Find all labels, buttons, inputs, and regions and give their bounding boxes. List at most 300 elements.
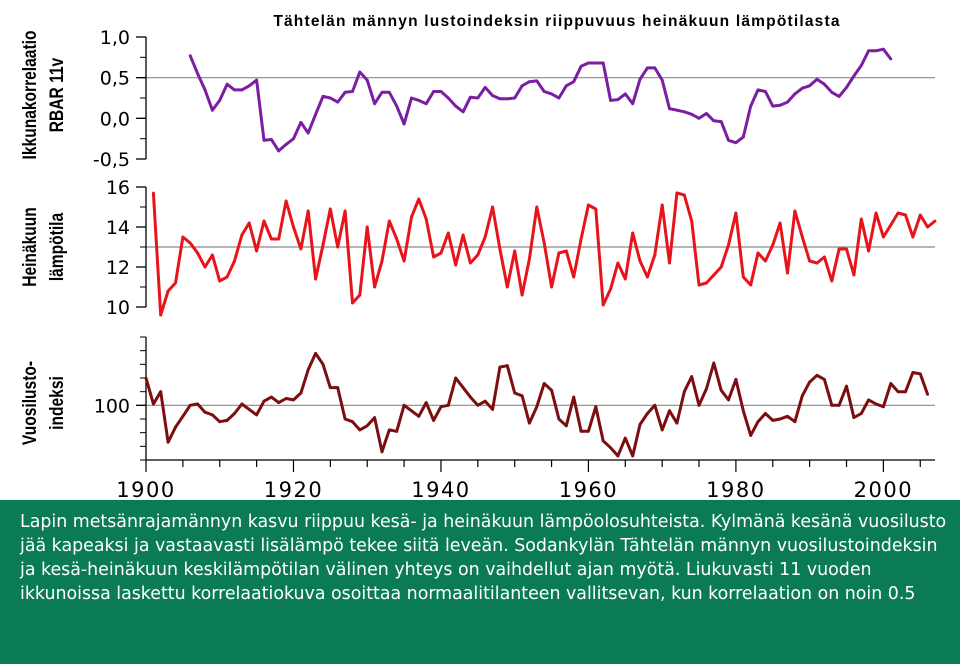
x-tick-label: 1920 [263, 478, 324, 500]
data-point [499, 97, 502, 100]
data-point [381, 450, 384, 453]
data-point [358, 429, 361, 432]
data-point [904, 214, 907, 217]
data-point [462, 234, 465, 237]
data-point [631, 102, 634, 105]
data-point [454, 377, 457, 380]
panel-1 [19, 27, 935, 171]
data-point [484, 86, 487, 89]
data-point [196, 252, 199, 255]
data-point [823, 378, 826, 381]
x-tick-label: 2000 [853, 478, 914, 500]
data-point [853, 75, 856, 78]
data-point [860, 412, 863, 415]
chart-title: Tähtelän männyn lustoindeksin riippuvuus heinäkuun lämpötilasta [273, 13, 841, 30]
data-point [624, 93, 627, 96]
data-point [720, 120, 723, 123]
data-point [565, 84, 568, 87]
data-point [535, 405, 538, 408]
data-point [735, 212, 738, 215]
data-point [653, 254, 656, 257]
data-point [934, 220, 937, 223]
data-point [189, 404, 192, 407]
y-tick-label: 0,5 [99, 67, 130, 90]
data-point [676, 422, 679, 425]
data-point [698, 404, 701, 407]
data-point [845, 248, 848, 251]
data-point [241, 89, 244, 92]
data-point [462, 110, 465, 113]
data-point [764, 260, 767, 263]
data-point [690, 220, 693, 223]
data-series-line [153, 193, 935, 315]
data-point [683, 194, 686, 197]
data-point [263, 220, 266, 223]
data-point [580, 430, 583, 433]
data-point [624, 437, 627, 440]
data-point [292, 137, 295, 140]
data-point [447, 232, 450, 235]
data-point [322, 363, 325, 366]
data-point [491, 94, 494, 97]
data-point [587, 430, 590, 433]
data-point [476, 97, 479, 100]
x-axis [116, 460, 935, 500]
data-point [336, 386, 339, 389]
data-point [639, 423, 642, 426]
data-point [506, 97, 509, 100]
data-point [395, 238, 398, 241]
data-point [233, 89, 236, 92]
data-point [830, 404, 833, 407]
data-point [779, 222, 782, 225]
data-point [440, 405, 443, 408]
data-point [300, 248, 303, 251]
data-point [218, 99, 221, 102]
data-point [830, 280, 833, 283]
data-point [204, 411, 207, 414]
x-tick-label: 1940 [411, 478, 471, 500]
data-point [749, 105, 752, 108]
data-point [454, 264, 457, 267]
data-point [882, 48, 885, 51]
data-point [314, 352, 317, 355]
data-point [919, 373, 922, 376]
data-point [484, 236, 487, 239]
data-point [889, 224, 892, 227]
data-point [506, 286, 509, 289]
y-tick-label: 16 [105, 177, 130, 199]
data-point [786, 101, 789, 104]
data-point [174, 426, 177, 429]
data-point [838, 248, 841, 251]
data-point [749, 284, 752, 287]
data-point [543, 90, 546, 93]
data-point [661, 429, 664, 432]
data-point [742, 276, 745, 279]
y-axis-label: Ikkunakorrelaatio [18, 30, 41, 160]
data-point [358, 294, 361, 297]
y-axis-label: lämpötila [45, 212, 68, 282]
data-point [631, 232, 634, 235]
data-point [322, 244, 325, 247]
data-point [764, 412, 767, 415]
data-point [255, 250, 258, 253]
panel-2 [19, 177, 937, 319]
data-point [816, 262, 819, 265]
data-point [853, 416, 856, 419]
data-point [587, 204, 590, 207]
data-point [543, 242, 546, 245]
data-point [521, 394, 524, 397]
y-axis-label: Vuosilusto- [18, 360, 41, 446]
data-point [167, 290, 170, 293]
data-point [801, 87, 804, 90]
data-point [410, 97, 413, 100]
data-point [211, 254, 214, 257]
data-point [845, 86, 848, 89]
data-point [720, 266, 723, 269]
data-point [705, 282, 708, 285]
data-point [292, 399, 295, 402]
data-point [226, 419, 229, 422]
data-point [705, 112, 708, 115]
data-series-line [190, 49, 891, 151]
data-point [425, 401, 428, 404]
data-point [786, 415, 789, 418]
data-point [263, 139, 266, 142]
y-axis-label: Heinäkuun [18, 207, 41, 287]
data-point [897, 390, 900, 393]
data-point [440, 252, 443, 255]
data-point [926, 226, 929, 229]
data-point [469, 396, 472, 399]
data-point [668, 107, 671, 110]
data-point [145, 377, 148, 380]
data-point [373, 102, 376, 105]
data-point [845, 385, 848, 388]
data-point [609, 288, 612, 291]
data-point [794, 420, 797, 423]
data-point [602, 304, 605, 307]
data-point [381, 260, 384, 263]
data-point [344, 418, 347, 421]
data-point [152, 192, 155, 195]
data-point [676, 192, 679, 195]
data-point [432, 256, 435, 259]
data-point [609, 99, 612, 102]
data-point [742, 409, 745, 412]
panel-3 [19, 337, 935, 460]
data-point [159, 314, 162, 317]
data-point [314, 113, 317, 116]
data-point [270, 138, 273, 141]
data-point [285, 397, 288, 400]
y-tick-label: -0,5 [92, 149, 130, 171]
data-point [639, 78, 642, 81]
data-point [779, 418, 782, 421]
data-point [668, 409, 671, 412]
data-point [661, 204, 664, 207]
data-point [521, 84, 524, 87]
data-point [285, 200, 288, 203]
data-point [307, 132, 310, 135]
data-point [676, 109, 679, 112]
data-point [609, 446, 612, 449]
data-point [366, 79, 369, 82]
data-point [594, 405, 597, 408]
data-point [550, 93, 553, 96]
data-point [565, 250, 568, 253]
data-point [594, 62, 597, 65]
data-point [417, 198, 420, 201]
data-point [292, 226, 295, 229]
caption-text: Lapin metsänrajamännyn kasvu riippuu kesä- ja heinäkuun lämpöolosuhteista. Kylmänä kesänä vuosilusto jää kapeaksi ja vastaavasti lisälämpö tekee siitä leveän. Sodankylän Tähtelän männyn vuosilustoindeksin ja kesä-heinäkuun keskilämpötilan välinen yhteys on vaihdellut ajan myötä. Liukuvasti 11 vuoden ikkunoissa laskettu korrelaatiokuva osoittaa normaalitilanteen vallitsevan, kun korrelaation on noin 0.5 [20, 512, 947, 604]
x-tick-label: 1980 [706, 478, 766, 500]
data-point [211, 414, 214, 417]
data-point [204, 89, 207, 92]
data-point [764, 90, 767, 93]
data-point [189, 54, 192, 57]
data-point [241, 234, 244, 237]
y-axis-label: indeksi [45, 376, 68, 430]
data-point [432, 90, 435, 93]
data-point [631, 455, 634, 458]
data-point [351, 302, 354, 305]
data-point [565, 424, 568, 427]
data-point [513, 392, 516, 395]
data-point [558, 97, 561, 100]
data-point [366, 424, 369, 427]
data-point [204, 266, 207, 269]
data-point [351, 90, 354, 93]
data-point [425, 218, 428, 221]
data-point [285, 143, 288, 146]
data-point [300, 121, 303, 124]
data-series-line [146, 353, 928, 456]
data-point [196, 72, 199, 75]
data-point [344, 91, 347, 94]
data-point [550, 389, 553, 392]
data-point [882, 405, 885, 408]
data-point [587, 62, 590, 65]
data-point [277, 401, 280, 404]
y-tick-label: 0,0 [99, 108, 130, 131]
data-point [182, 415, 185, 418]
data-point [860, 218, 863, 221]
data-point [668, 262, 671, 265]
data-point [624, 278, 627, 281]
data-point [757, 89, 760, 92]
data-point [823, 83, 826, 86]
data-point [867, 49, 870, 52]
data-point [277, 238, 280, 241]
data-point [307, 210, 310, 213]
data-point [270, 396, 273, 399]
data-point [469, 262, 472, 265]
data-point [757, 420, 760, 423]
data-point [388, 429, 391, 432]
data-point [159, 390, 162, 393]
data-point [617, 262, 620, 265]
data-point [882, 236, 885, 239]
data-point [808, 260, 811, 263]
data-point [373, 416, 376, 419]
data-point [410, 216, 413, 219]
data-point [336, 246, 339, 249]
data-point [919, 214, 922, 217]
data-point [329, 386, 332, 389]
data-point [358, 71, 361, 74]
data-point [617, 98, 620, 101]
data-point [506, 364, 509, 367]
data-point [801, 236, 804, 239]
y-tick-label: 100 [93, 395, 130, 418]
data-point [889, 382, 892, 385]
data-point [771, 419, 774, 422]
data-point [727, 244, 730, 247]
data-point [735, 141, 738, 144]
data-point [712, 362, 715, 365]
data-point [226, 276, 229, 279]
data-point [277, 150, 280, 153]
data-point [904, 390, 907, 393]
data-point [712, 119, 715, 122]
data-point [410, 409, 413, 412]
data-point [233, 260, 236, 263]
data-point [543, 382, 546, 385]
data-point [300, 392, 303, 395]
data-point [816, 78, 819, 81]
data-point [218, 420, 221, 423]
data-point [248, 408, 251, 411]
data-point [241, 403, 244, 406]
data-point [388, 220, 391, 223]
caption-box [0, 500, 960, 664]
data-point [683, 110, 686, 113]
data-point [218, 280, 221, 283]
data-point [646, 412, 649, 415]
data-point [646, 67, 649, 70]
data-point [425, 102, 428, 105]
data-point [875, 49, 878, 52]
data-point [897, 212, 900, 215]
y-tick-label: 10 [105, 297, 130, 319]
data-point [838, 95, 841, 98]
data-point [248, 222, 251, 225]
data-point [580, 238, 583, 241]
data-point [602, 440, 605, 443]
data-point [366, 226, 369, 229]
data-point [757, 252, 760, 255]
data-point [705, 388, 708, 391]
data-point [314, 278, 317, 281]
data-point [912, 236, 915, 239]
data-point [491, 408, 494, 411]
data-point [491, 206, 494, 209]
data-point [263, 400, 266, 403]
x-tick-label: 1960 [558, 478, 619, 500]
data-point [771, 105, 774, 108]
data-point [373, 286, 376, 289]
data-point [572, 396, 575, 399]
data-point [727, 139, 730, 142]
data-point [912, 371, 915, 374]
y-tick-label: 12 [105, 257, 130, 279]
data-point [476, 404, 479, 407]
data-point [617, 455, 620, 458]
data-point [513, 250, 516, 253]
data-point [255, 414, 258, 417]
data-point [808, 84, 811, 87]
data-point [646, 276, 649, 279]
data-point [403, 260, 406, 263]
data-point [484, 400, 487, 403]
data-point [447, 97, 450, 100]
data-point [344, 210, 347, 213]
data-point [322, 95, 325, 98]
data-point [513, 97, 516, 100]
data-point [720, 389, 723, 392]
data-point [307, 368, 310, 371]
data-point [528, 258, 531, 261]
data-point [432, 419, 435, 422]
data-point [395, 430, 398, 433]
data-point [196, 403, 199, 406]
data-point [476, 254, 479, 257]
data-point [602, 62, 605, 65]
data-point [572, 276, 575, 279]
data-point [403, 123, 406, 126]
data-point [226, 83, 229, 86]
y-axis-label: RBAR 11v [45, 57, 68, 133]
data-point [469, 96, 472, 99]
data-point [351, 420, 354, 423]
data-point [329, 208, 332, 211]
data-point [816, 374, 819, 377]
data-point [838, 404, 841, 407]
data-point [403, 404, 406, 407]
data-point [528, 80, 531, 83]
data-point [167, 441, 170, 444]
data-point [174, 282, 177, 285]
data-point [653, 67, 656, 70]
data-point [735, 378, 738, 381]
data-point [889, 58, 892, 61]
data-point [690, 375, 693, 378]
data-point [521, 294, 524, 297]
data-point [211, 109, 214, 112]
data-point [742, 136, 745, 139]
data-point [794, 93, 797, 96]
data-point [801, 394, 804, 397]
data-point [329, 97, 332, 100]
data-point [462, 386, 465, 389]
x-tick-label: 1900 [116, 478, 176, 500]
data-point [830, 91, 833, 94]
data-point [440, 90, 443, 93]
data-point [248, 84, 251, 87]
data-point [867, 250, 870, 253]
data-point [653, 404, 656, 407]
data-point [233, 412, 236, 415]
data-point [189, 242, 192, 245]
data-point [727, 399, 730, 402]
data-point [875, 403, 878, 406]
data-point [270, 238, 273, 241]
data-point [926, 393, 929, 396]
data-point [875, 212, 878, 215]
